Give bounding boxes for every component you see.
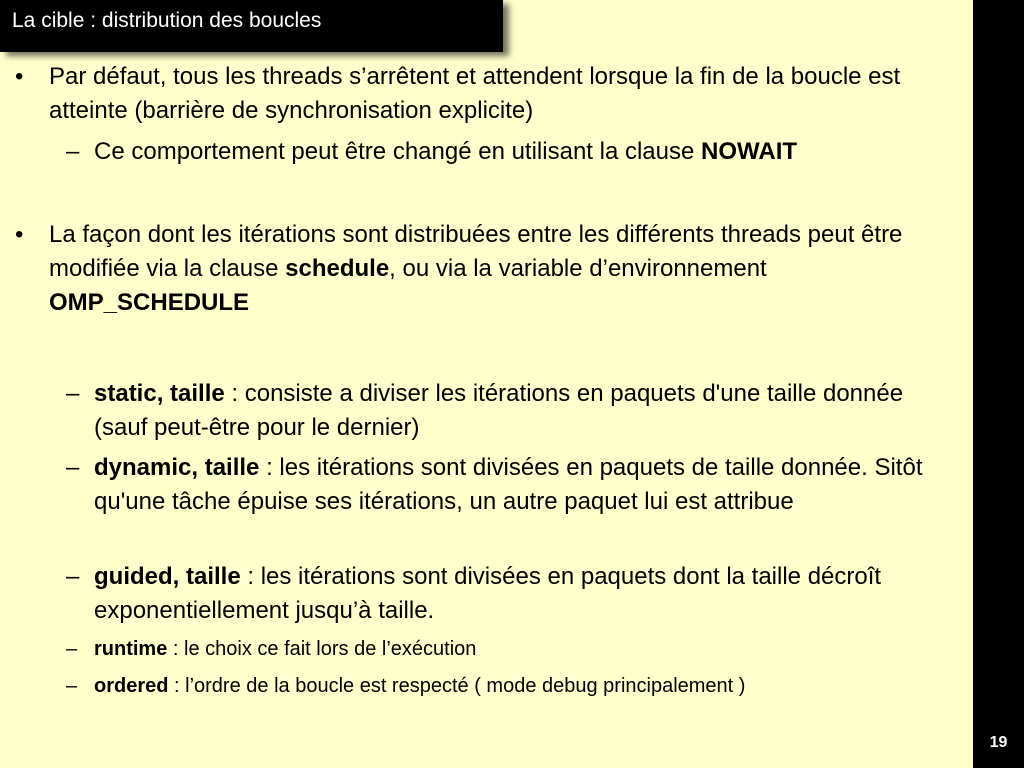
subbullet-marker: – (66, 454, 80, 481)
keyword-nowait: NOWAIT (701, 138, 798, 165)
bullet-text: Par défaut, tous les threads s’arrêtent et attendent lorsque la fin de la boucle est atteinte (barrière de synchronisation explicite) (49, 63, 901, 124)
keyword-ordered: ordered (94, 675, 169, 697)
subbullet-text: dynamic, taille : les itérations sont divisées en paquets de taille donnée. Sitôt qu'une tâche épuise ses itérations, un autre paquet lui est attribue (94, 454, 923, 515)
right-side-bar (973, 0, 1024, 768)
page-number: 19 (989, 734, 1008, 751)
subbullet-marker: – (66, 380, 80, 407)
subbullet-marker: – (66, 675, 78, 697)
subbullet-text: static, taille : consiste a diviser les itérations en paquets d'une taille donnée (sauf peut-être pour le dernier) (94, 380, 904, 441)
keyword-guided: guided, taille (94, 563, 241, 590)
title-bar (0, 0, 503, 52)
keyword-runtime: runtime (94, 638, 168, 660)
keyword-static: static, taille (94, 380, 225, 407)
keyword-dynamic: dynamic, taille (94, 454, 260, 481)
slide-title: La cible : distribution des boucles (12, 9, 322, 32)
subbullet-text: guided, taille : les itérations sont divisées en paquets dont la taille décroît exponentiellement jusqu’à taille. (94, 563, 882, 624)
keyword-schedule: schedule (285, 255, 390, 282)
bullet-marker: • (15, 221, 24, 248)
subbullet-marker: – (66, 638, 78, 660)
subbullet-text: Ce comportement peut être changé en utilisant la clause NOWAIT (94, 138, 798, 165)
subbullet-text: ordered : l’ordre de la boucle est respecté ( mode debug principalement ) (94, 675, 746, 697)
subbullet-marker: – (66, 563, 80, 590)
subbullet-text: runtime : le choix ce fait lors de l’exécution (94, 638, 477, 660)
bullet-text: La façon dont les itérations sont distribuées entre les différents threads peut être modifiée via la clause schedule, ou via la variable d’environnement OMP_SCHEDULE (49, 221, 903, 316)
subbullet-marker: – (66, 138, 80, 165)
keyword-omp-schedule: OMP_SCHEDULE (49, 289, 250, 316)
bullet-marker: • (15, 63, 24, 90)
